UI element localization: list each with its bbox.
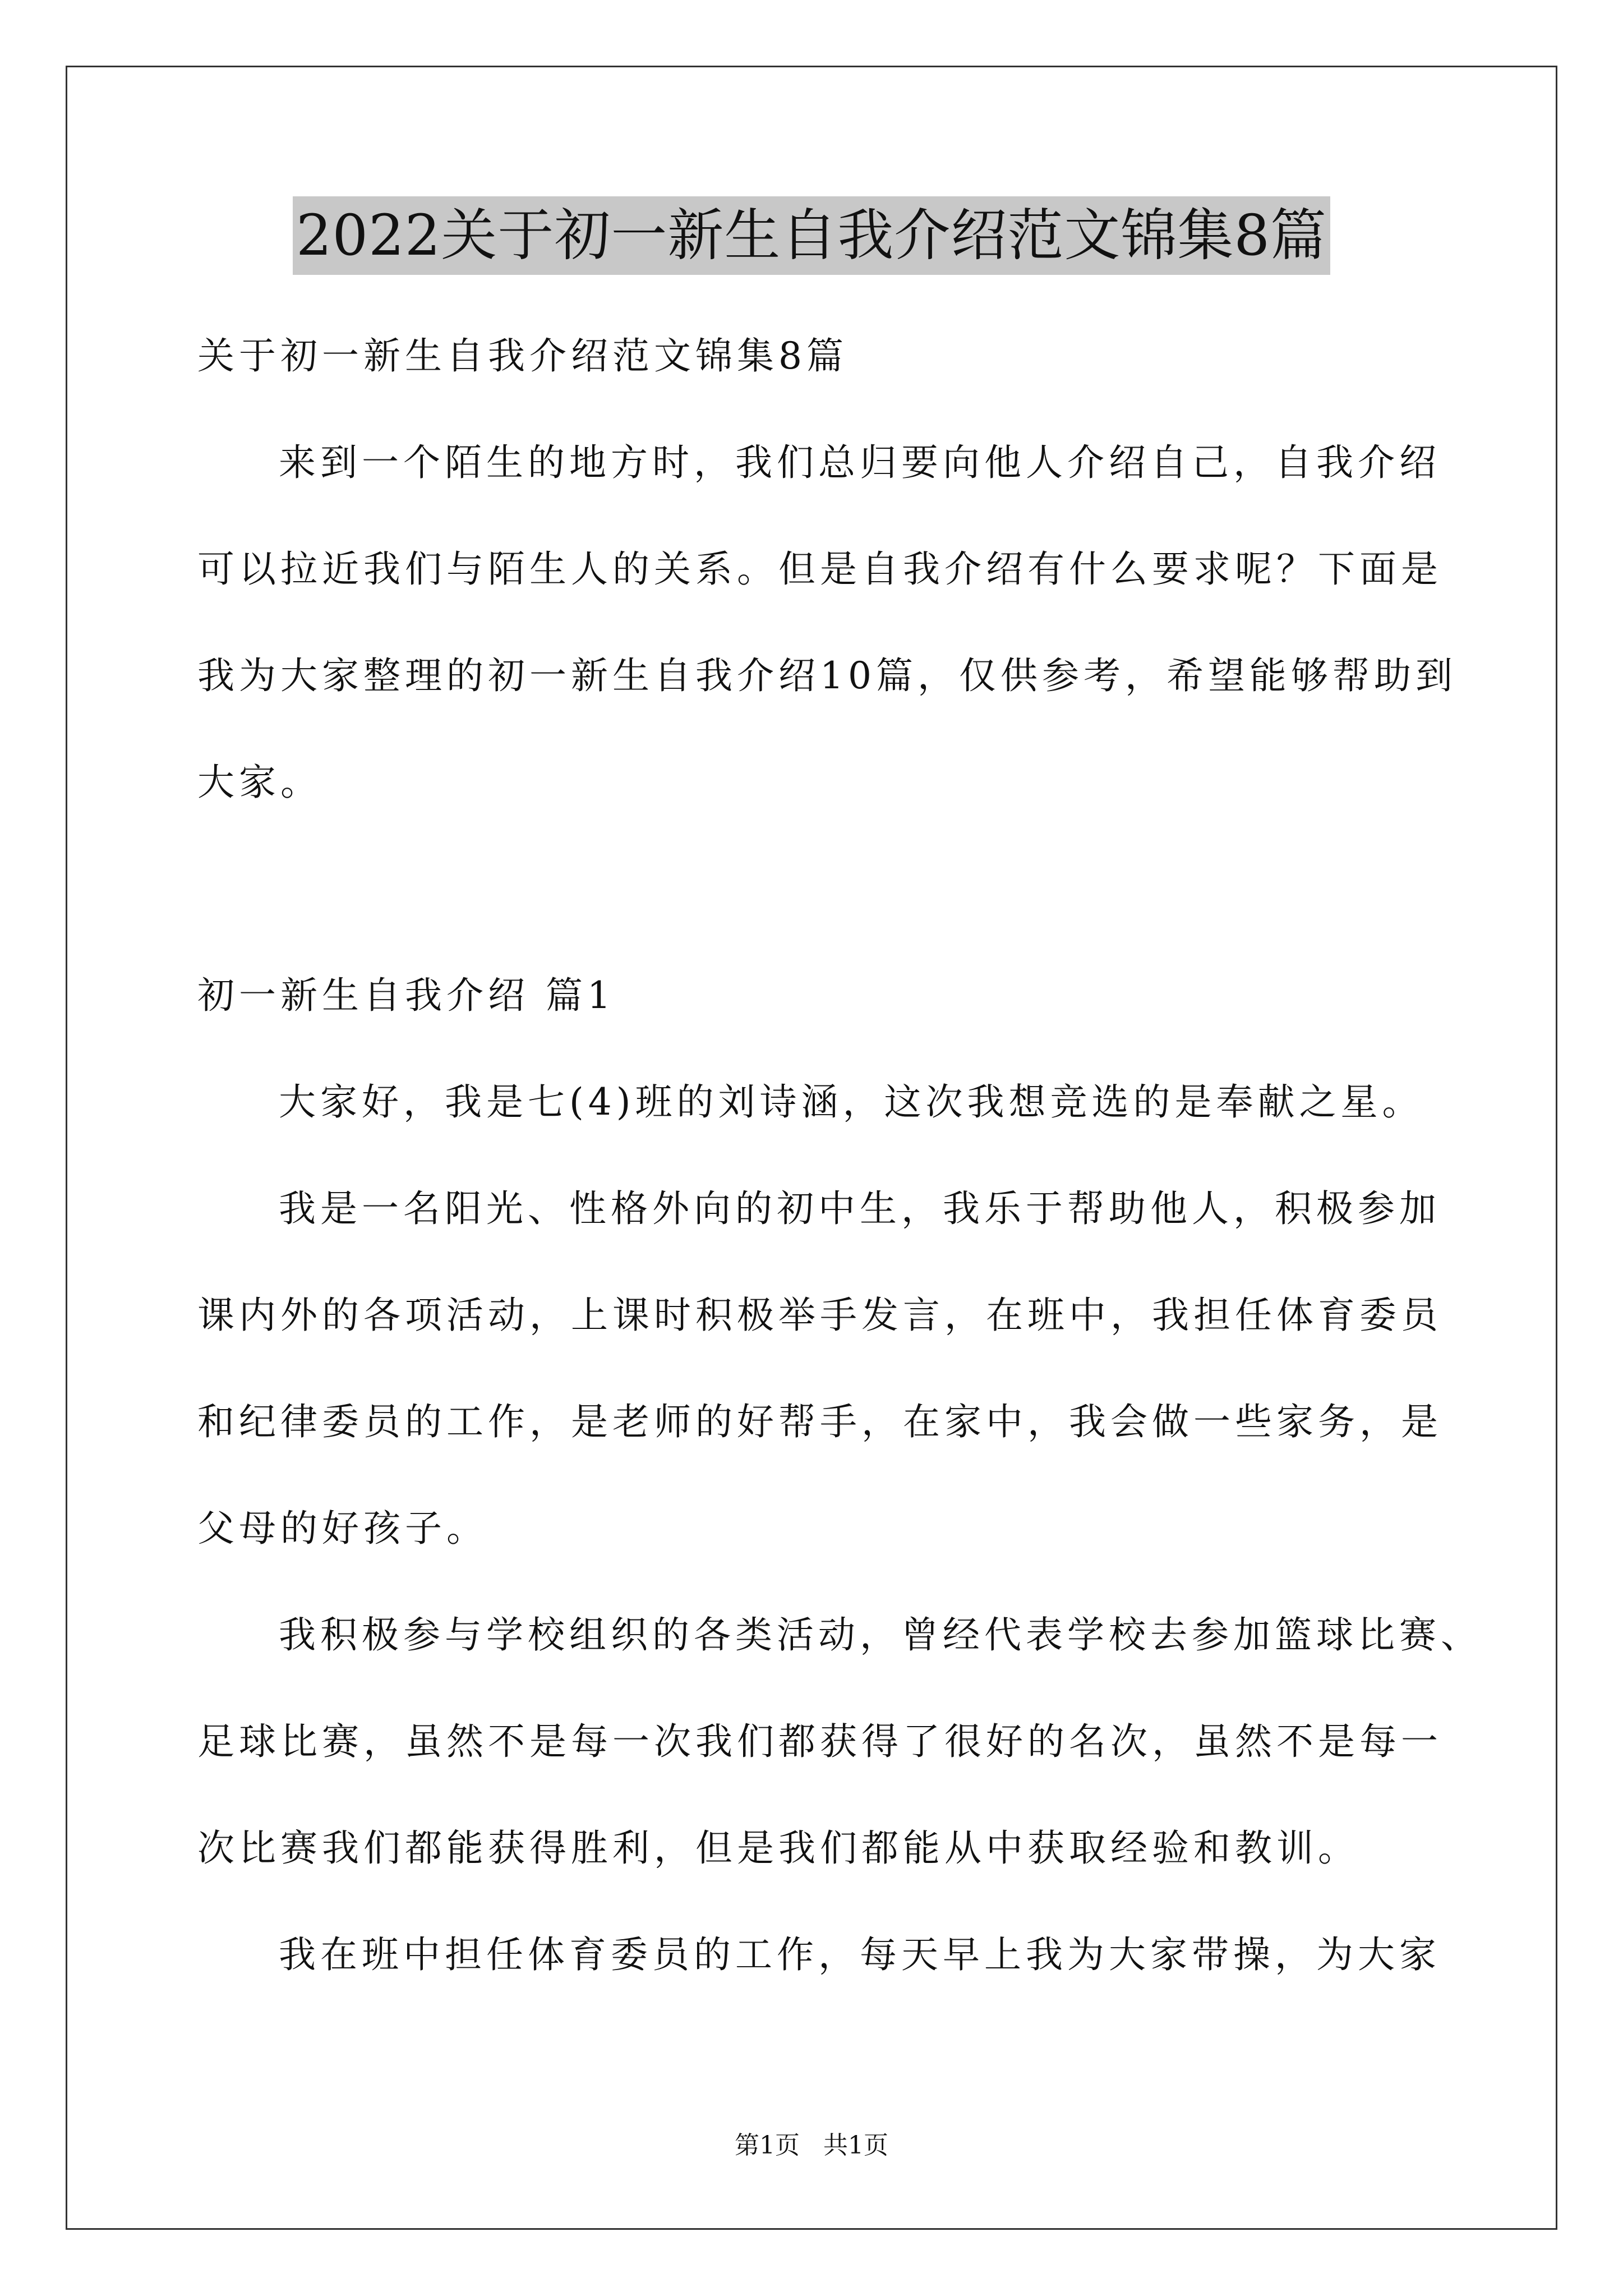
paragraph-line: 次比赛我们都能获得胜利，但是我们都能从中获取经验和教训。 xyxy=(197,1826,1359,1870)
paragraph-line: 我是一名阳光、性格外向的初中生，我乐于帮助他人，积极参加 xyxy=(279,1187,1441,1230)
paragraph-line: 我积极参与学校组织的各类活动，曾经代表学校去参加篮球比赛、 xyxy=(279,1613,1482,1657)
section-heading: 初一新生自我介绍 篇1 xyxy=(197,974,615,1017)
document-subtitle: 关于初一新生自我介绍范文锦集8篇 xyxy=(197,334,848,378)
paragraph-line: 大家好，我是七(4)班的刘诗涵，这次我想竞选的是奉献之星。 xyxy=(279,1080,1424,1124)
intro-line: 可以拉近我们与陌生人的关系。但是自我介绍有什么要求呢？下面是 xyxy=(197,547,1442,591)
title-container xyxy=(0,196,1623,275)
intro-line: 来到一个陌生的地方时，我们总归要向他人介绍自己，自我介绍 xyxy=(279,441,1441,484)
paragraph-line: 足球比赛，虽然不是每一次我们都获得了很好的名次，虽然不是每一 xyxy=(197,1720,1442,1763)
intro-line: 我为大家整理的初一新生自我介绍10篇，仅供参考，希望能够帮助到 xyxy=(197,654,1457,697)
paragraph-line: 和纪律委员的工作，是老师的好帮手，在家中，我会做一些家务，是 xyxy=(197,1400,1442,1443)
paragraph-line: 我在班中担任体育委员的工作，每天早上我为大家带操，为大家 xyxy=(279,1933,1441,1976)
intro-line: 大家。 xyxy=(197,761,322,804)
document-title: 2022关于初一新生自我介绍范文锦集8篇 xyxy=(293,196,1330,275)
document-body xyxy=(197,303,1482,2008)
page-footer: 第1页 共1页 xyxy=(735,2131,888,2160)
paragraph-line: 课内外的各项活动，上课时积极举手发言，在班中，我担任体育委员 xyxy=(197,1294,1442,1337)
spacer xyxy=(197,836,1459,942)
paragraph-line: 父母的好孩子。 xyxy=(197,1507,488,1550)
